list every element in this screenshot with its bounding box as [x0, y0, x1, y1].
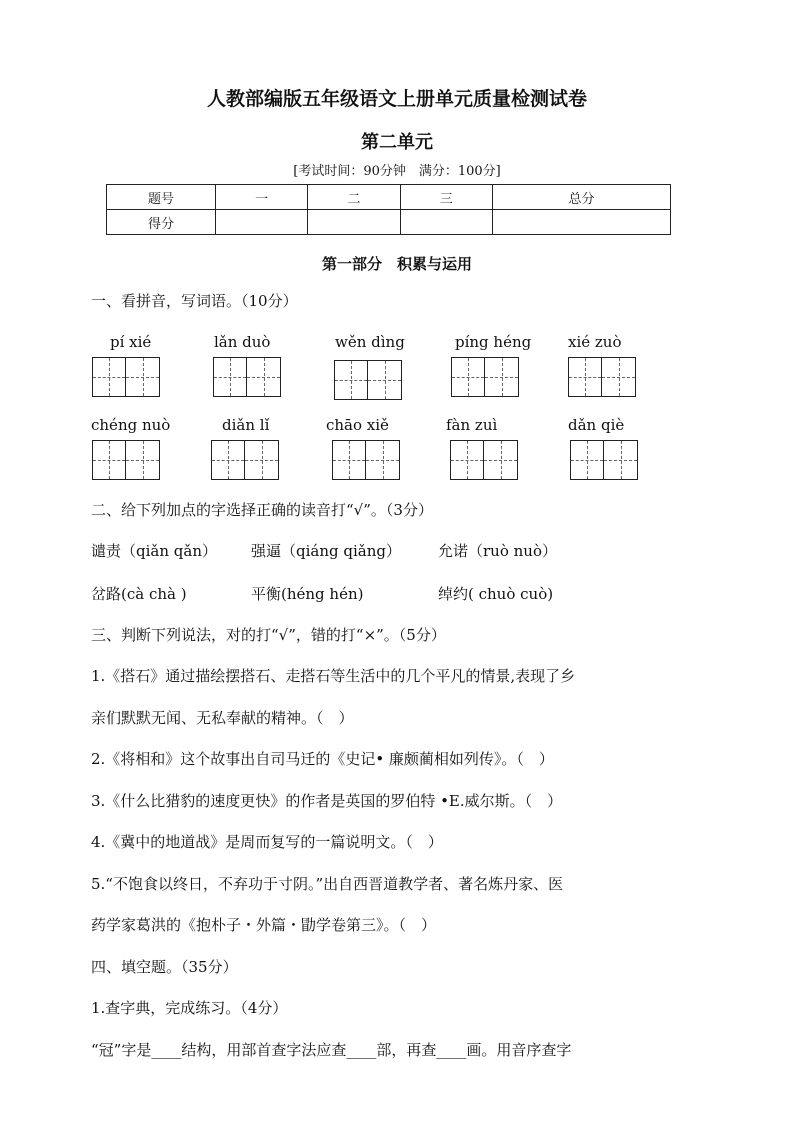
score-cell[interactable] [308, 210, 400, 235]
score-row-label: 得分 [107, 210, 216, 235]
score-header-cell: 题号 [107, 185, 216, 210]
q3-item: 2.《将相和》这个故事出自司马迁的《史记• 廉颇蔺相如列传》。（ ） [91, 750, 554, 768]
q3-item: 3.《什么比猎豹的速度更快》的作者是英国的罗伯特 •E.威尔斯。（ ） [91, 792, 563, 810]
writing-grid[interactable] [450, 440, 518, 480]
tian-cell[interactable] [126, 357, 160, 397]
q2-option: 绰约( chuò cuò) [438, 585, 554, 603]
writing-grid[interactable] [334, 360, 402, 400]
q2-title: 二、给下列加点的字选择正确的读音打“√”。（3分） [91, 501, 433, 519]
tian-cell[interactable] [451, 357, 485, 397]
score-table-score-row [107, 210, 671, 235]
tian-cell[interactable] [247, 357, 281, 397]
tian-cell[interactable] [604, 440, 638, 480]
score-table [106, 184, 671, 235]
q2-option: 平衡(héng hén) [251, 585, 364, 603]
q3-item: 5.“不饱食以终日，不弃功于寸阴。”出自西晋道教学者、著名炼丹家、医 [91, 875, 564, 893]
exam-time-info: [考试时间：90分钟 满分：100分] [293, 164, 501, 179]
score-header-cell: 三 [400, 185, 492, 210]
writing-grid[interactable] [92, 440, 160, 480]
score-cell[interactable] [492, 210, 670, 235]
tian-cell[interactable] [484, 440, 518, 480]
pinyin-label: wěn dìng [335, 333, 405, 351]
tian-cell[interactable] [366, 440, 400, 480]
pinyin-label: píng héng [455, 333, 532, 351]
writing-grid[interactable] [92, 357, 160, 397]
q1-title: 一、看拼音，写词语。（10分） [91, 292, 298, 310]
writing-grid[interactable] [451, 357, 519, 397]
q4-title: 四、填空题。（35分） [91, 958, 238, 976]
q3-item: 1.《搭石》通过描绘摆搭石、走搭石等生活中的几个平凡的情景,表现了乡 [91, 667, 576, 685]
tian-cell[interactable] [332, 440, 366, 480]
writing-grid[interactable] [332, 440, 400, 480]
score-cell[interactable] [400, 210, 492, 235]
exam-title: 人教部编版五年级语文上册单元质量检测试卷 [206, 88, 587, 110]
q3-item: 亲们默默无闻、无私奉献的精神。（ ） [91, 709, 354, 727]
writing-grid[interactable] [568, 357, 636, 397]
tian-cell[interactable] [602, 357, 636, 397]
part1-title: 第一部分 积累与运用 [321, 255, 472, 273]
q3-title: 三、判断下列说法，对的打“√”，错的打“×”。（5分） [91, 626, 446, 644]
tian-cell[interactable] [126, 440, 160, 480]
q2-option: 岔路(cà chà ) [91, 585, 187, 603]
score-table-header-row [107, 185, 671, 210]
score-header-cell: 总分 [492, 185, 670, 210]
writing-grid[interactable] [211, 440, 279, 480]
pinyin-label: diǎn lǐ [222, 416, 270, 434]
tian-cell[interactable] [92, 357, 126, 397]
pinyin-label: dǎn qiè [568, 416, 625, 434]
q2-option: 强逼（qiáng qiǎng） [251, 542, 401, 560]
q2-option: 允诺（ruò nuò） [438, 542, 557, 560]
q3-item: 药学家葛洪的《抱朴子・外篇・勖学卷第三》。（ ） [91, 916, 437, 934]
score-header-cell: 一 [216, 185, 308, 210]
pinyin-label: xié zuò [568, 333, 622, 351]
tian-cell[interactable] [334, 360, 368, 400]
score-cell[interactable] [216, 210, 308, 235]
tian-cell[interactable] [92, 440, 126, 480]
pinyin-label: pí xié [110, 333, 152, 351]
pinyin-label: lǎn duò [214, 333, 271, 351]
tian-cell[interactable] [211, 440, 245, 480]
unit-title: 第二单元 [361, 132, 433, 153]
tian-cell[interactable] [368, 360, 402, 400]
q2-option: 谴责（qiǎn qǎn） [91, 542, 217, 560]
tian-cell[interactable] [568, 357, 602, 397]
pinyin-label: chéng nuò [91, 416, 171, 434]
pinyin-label: chāo xiě [326, 416, 389, 434]
tian-cell[interactable] [450, 440, 484, 480]
pinyin-label: fàn zuì [446, 416, 498, 434]
score-header-cell: 二 [308, 185, 400, 210]
writing-grid[interactable] [570, 440, 638, 480]
q4-sub1: 1.查字典，完成练习。（4分） [91, 999, 288, 1017]
q4-sub1-text: “冠”字是____结构，用部首查字法应查____部，再查____画。用音序查字 [91, 1041, 572, 1059]
q3-item: 4.《冀中的地道战》是周而复写的一篇说明文。（ ） [91, 833, 443, 851]
writing-grid[interactable] [213, 357, 281, 397]
tian-cell[interactable] [570, 440, 604, 480]
tian-cell[interactable] [213, 357, 247, 397]
tian-cell[interactable] [245, 440, 279, 480]
tian-cell[interactable] [485, 357, 519, 397]
